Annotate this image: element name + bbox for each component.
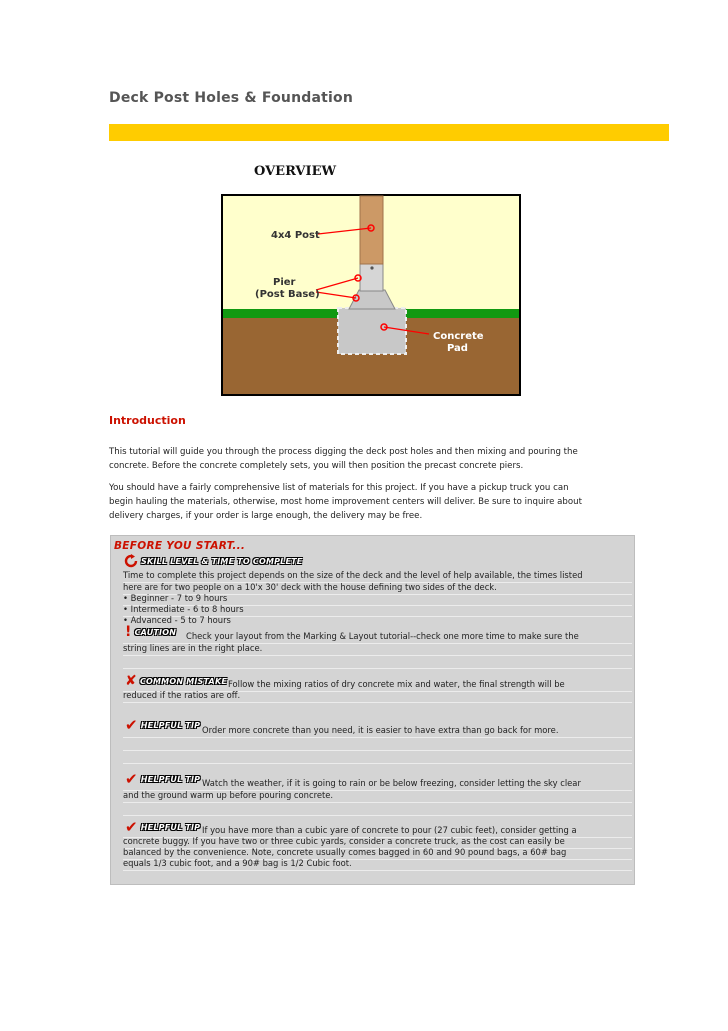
label-post-base: (Post Base) xyxy=(255,289,320,300)
overview-heading: OVERVIEW xyxy=(254,164,337,179)
post-foundation-diagram xyxy=(221,194,521,396)
label-concrete: Concrete xyxy=(433,331,484,342)
helpful-tip-badge xyxy=(125,770,200,788)
checkmark-icon: ✔ xyxy=(125,770,138,788)
title-accent-bar xyxy=(109,124,669,141)
checkmark-icon: ✔ xyxy=(125,818,138,836)
concrete-pad xyxy=(338,308,406,354)
helpful-tip-label: HELPFUL TIP xyxy=(140,720,201,730)
intro-p2-line: begin hauling the materials, otherwise, most home improvement centers will deliver. Be sure to inquire about xyxy=(109,497,582,507)
intro-p2-line: You should have a fairly comprehensive list of materials for this project. If you have a pickup truck you can xyxy=(109,483,569,493)
tip3-text-line: If you have more than a cubic yare of concrete to pour (27 cubic feet), consider getting a xyxy=(202,825,577,835)
skill-text-line: here are for two people on a 10'x 30' deck with the house defining two sides of the deck. xyxy=(123,582,497,592)
divider xyxy=(123,655,632,656)
intro-paragraph-2 xyxy=(109,481,629,523)
mistake-text-line: Follow the mixing ratios of dry concrete mix and water, the final strength will be xyxy=(228,679,565,689)
common-mistake-badge xyxy=(125,673,227,689)
tip3-text-line: equals 1/3 cubic foot, and a 90# bag is 1/2 Cubic foot. xyxy=(123,858,352,868)
x-mark-icon: ✘ xyxy=(125,673,137,689)
pier-bolt xyxy=(370,266,373,269)
caution-text-line: Check your layout from the Marking & Layout tutorial--check one more time to make sure the xyxy=(186,631,579,641)
helpful-tip-badge xyxy=(125,818,200,836)
introduction-heading: Introduction xyxy=(109,414,186,427)
intro-p2-line: delivery charges, if your order is large enough, the delivery may be free. xyxy=(109,511,423,521)
tip3-text-line: balanced by the convenience. Note, concrete usually comes bagged in 60 and 90 pound bags, a 60# bag xyxy=(123,847,567,857)
label-post: 4x4 Post xyxy=(271,230,320,241)
before-you-start-title: BEFORE YOU START... xyxy=(114,540,246,552)
post xyxy=(360,196,383,264)
helpful-tip-label: HELPFUL TIP xyxy=(140,822,201,832)
helpful-tip-label: HELPFUL TIP xyxy=(140,774,201,784)
divider xyxy=(123,702,632,703)
exclamation-icon: ! xyxy=(125,624,132,640)
divider xyxy=(123,750,632,751)
divider xyxy=(123,668,632,669)
tip2-text-line: and the ground warm up before pouring concrete. xyxy=(123,790,334,800)
helpful-tip-badge xyxy=(125,716,200,734)
skill-level-label: SKILL LEVEL & TIME TO COMPLETE xyxy=(141,556,303,566)
checkmark-icon: ✔ xyxy=(125,716,138,734)
intro-p1-line: concrete. Before the concrete completely sets, you will then position the precast concrete piers. xyxy=(109,461,524,471)
intro-paragraph-1 xyxy=(109,445,629,473)
before-you-start-box xyxy=(110,535,635,885)
divider xyxy=(123,737,632,738)
caution-badge xyxy=(125,624,176,640)
divider xyxy=(123,815,632,816)
skill-level-beginner: • Beginner - 7 to 9 hours xyxy=(123,593,228,603)
tip3-text-line: concrete buggy. If you have two or three cubic yards, consider a concrete truck, as the cost can easily be xyxy=(123,836,565,846)
page-title: Deck Post Holes & Foundation xyxy=(109,90,353,106)
tip2-text-line: Watch the weather, if it is going to rain or be below freezing, consider letting the sky clear xyxy=(202,778,581,788)
skill-level-badge xyxy=(124,554,302,568)
common-mistake-label: COMMON MISTAKE xyxy=(139,676,228,686)
caution-text-line: string lines are in the right place. xyxy=(123,643,263,653)
caution-label: CAUTION xyxy=(134,627,177,637)
label-pier: Pier xyxy=(273,277,296,288)
intro-p1-line: This tutorial will guide you through the process digging the deck post holes and then mixing and pouring the xyxy=(109,447,578,457)
label-pad: Pad xyxy=(447,343,468,354)
refresh-icon xyxy=(124,554,138,568)
tip1-text-line: Order more concrete than you need, it is easier to have extra than go back for more. xyxy=(202,725,559,735)
divider xyxy=(123,802,632,803)
skill-level-advanced: • Advanced - 5 to 7 hours xyxy=(123,615,231,625)
divider xyxy=(123,763,632,764)
mistake-text-line: reduced if the ratios are off. xyxy=(123,690,241,700)
skill-text-line: Time to complete this project depends on the size of the deck and the level of help available, the times listed xyxy=(123,570,583,580)
skill-level-intermediate: • Intermediate - 6 to 8 hours xyxy=(123,604,244,614)
divider xyxy=(123,870,632,871)
